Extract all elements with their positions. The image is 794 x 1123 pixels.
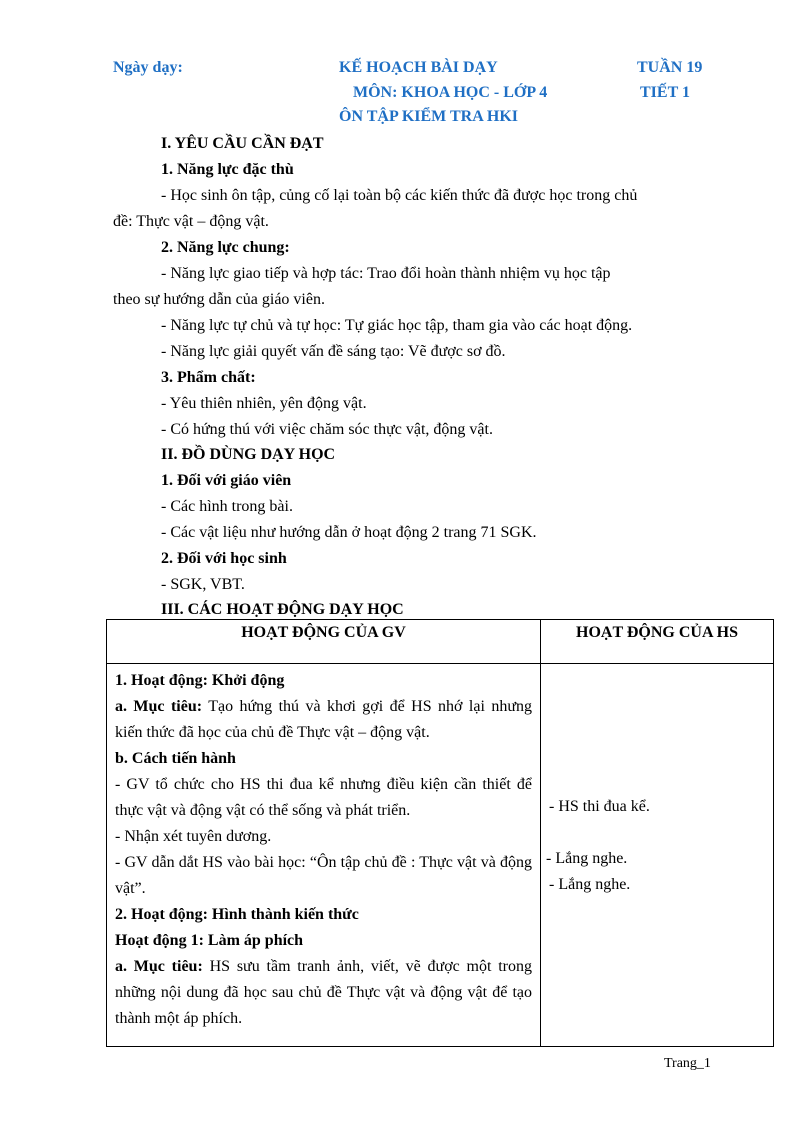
date-label: Ngày dạy: [113, 59, 183, 76]
gv-paragraph [115, 694, 532, 746]
gv-label: b. Cách tiến hành [115, 750, 236, 767]
gv-paragraph [115, 850, 532, 902]
gv-paragraph [115, 954, 532, 1032]
section-heading: II. ĐỒ DÙNG DẠY HỌC [161, 446, 336, 463]
column-header-hs: HOẠT ĐỘNG CỦA HS [541, 620, 774, 664]
body-text: - Các vật liệu như hướng dẫn ở hoạt động 2 trang 71 SGK. [161, 524, 537, 541]
gv-text: - Nhận xét tuyên dương. [115, 828, 272, 845]
body-text: - Các hình trong bài. [161, 498, 293, 515]
week-label: TUẦN 19 [637, 59, 703, 76]
sub-heading: 3. Phẩm chất: [161, 369, 256, 386]
gv-paragraph [115, 668, 532, 694]
activities-table [106, 619, 774, 1047]
gv-text: - GV dẫn dắt HS vào bài học: “Ôn tập chủ đề : Thực vật và động vật”. [115, 854, 532, 897]
page-number: Trang_1 [664, 1056, 711, 1071]
hs-response: - Lắng nghe. [546, 850, 628, 867]
body-text: - Năng lực giao tiếp và hợp tác: Trao đổi hoàn thành nhiệm vụ học tập [161, 265, 611, 282]
gv-paragraph [115, 928, 532, 954]
gv-text: Tạo hứng thú và khơi gợi để HS nhớ lại nhưng kiến thức đã học của chủ đề Thực vật – động vật. [115, 698, 533, 741]
section-heading: I. YÊU CẦU CẦN ĐẠT [161, 135, 324, 152]
body-text: - Học sinh ôn tập, củng cố lại toàn bộ các kiến thức đã được học trong chủ [161, 187, 638, 204]
gv-label: Hoạt động 1: Làm áp phích [115, 932, 304, 949]
gv-paragraph [115, 746, 532, 772]
body-text: đề: Thực vật – động vật. [113, 213, 269, 230]
period-label: TIẾT 1 [640, 84, 690, 101]
sub-heading: 2. Đối với học sinh [161, 550, 287, 567]
lesson-title: ÔN TẬP KIỂM TRA HKI [339, 108, 518, 125]
subject-label: MÔN: KHOA HỌC - LỚP 4 [353, 84, 548, 101]
gv-label: a. Mục tiêu: [115, 698, 203, 715]
table-row [107, 664, 774, 1047]
gv-paragraph [115, 902, 532, 928]
gv-label: a. Mục tiêu: [115, 958, 203, 975]
hs-response: - Lắng nghe. [549, 876, 631, 893]
gv-paragraph [115, 824, 532, 850]
section-heading: III. CÁC HOẠT ĐỘNG DẠY HỌC [161, 601, 404, 618]
gv-paragraph [115, 772, 532, 824]
body-text: - Yêu thiên nhiên, yên động vật. [161, 395, 367, 412]
gv-text: HS sưu tầm tranh ảnh, viết, vẽ được một trong những nội dung đã học sau chủ đề Thực vật và động vật để tạo thành một áp phích. [115, 958, 533, 1027]
hs-response: - HS thi đua kể. [549, 798, 650, 815]
sub-heading: 1. Năng lực đặc thù [161, 161, 294, 178]
body-text: - SGK, VBT. [161, 576, 245, 593]
body-text: - Có hứng thú với việc chăm sóc thực vật, động vật. [161, 421, 493, 438]
gv-label: 2. Hoạt động: Hình thành kiến thức [115, 906, 359, 923]
table-header-row [107, 620, 774, 664]
gv-activities-cell [107, 664, 541, 1047]
body-text: - Năng lực giải quyết vấn đề sáng tạo: Vẽ được sơ đồ. [161, 343, 506, 360]
hs-activities-cell [541, 664, 774, 1047]
column-header-gv: HOẠT ĐỘNG CỦA GV [107, 620, 541, 664]
sub-heading: 2. Năng lực chung: [161, 239, 290, 256]
body-text: - Năng lực tự chủ và tự học: Tự giác học tập, tham gia vào các hoạt động. [161, 317, 633, 334]
gv-label: 1. Hoạt động: Khởi động [115, 672, 285, 689]
sub-heading: 1. Đối với giáo viên [161, 472, 292, 489]
gv-text: - GV tổ chức cho HS thi đua kể nhưng điều kiện cần thiết để thực vật và động vật có thể sống và phát triển. [115, 776, 532, 819]
body-text: theo sự hướng dẫn của giáo viên. [113, 291, 325, 308]
plan-title: KẾ HOẠCH BÀI DẠY [339, 59, 498, 76]
